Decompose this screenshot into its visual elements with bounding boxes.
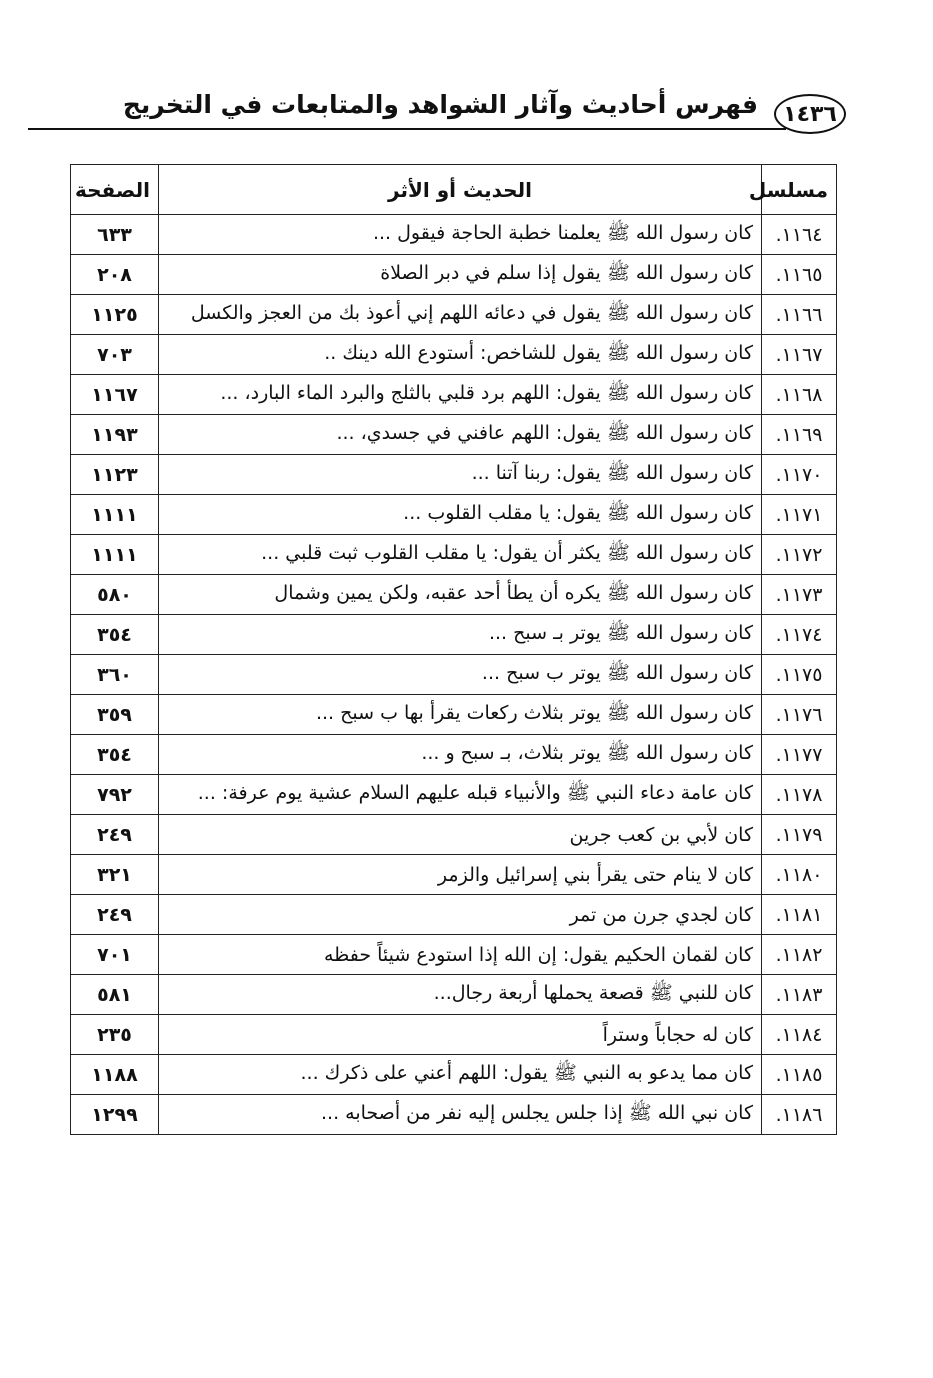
- page-title: فهرس أحاديث وآثار الشواهد والمتابعات في التخريج: [122, 90, 758, 119]
- table-row: [71, 455, 837, 495]
- page-cell: ٣٦٠: [71, 655, 159, 695]
- page-cell: ٥٨٠: [71, 575, 159, 615]
- table-row: [71, 535, 837, 575]
- page-cell: ١٢٩٩: [71, 1095, 159, 1135]
- text-cell: كان نبي الله ﷺ إذا جلس يجلس إليه نفر من أصحابه ...: [159, 1095, 762, 1135]
- text-cell: كان رسول الله ﷺ يقول: يا مقلب القلوب ...: [159, 495, 762, 535]
- table-row: [71, 575, 837, 615]
- page-cell: ١١١١: [71, 495, 159, 535]
- table-row: [71, 495, 837, 535]
- serial-cell: ١١٨٦.: [762, 1095, 837, 1135]
- serial-cell: ١١٨٥.: [762, 1055, 837, 1095]
- serial-cell: ١١٧٠.: [762, 455, 837, 495]
- serial-cell: ١١٦٨.: [762, 375, 837, 415]
- page-cell: ٧٠١: [71, 935, 159, 975]
- text-cell: كان رسول الله ﷺ يقول إذا سلم في دبر الصلاة: [159, 255, 762, 295]
- table-row: [71, 895, 837, 935]
- serial-cell: ١١٧٥.: [762, 655, 837, 695]
- table-header-row: [71, 165, 837, 215]
- serial-cell: ١١٦٦.: [762, 295, 837, 335]
- text-cell: كان لا ينام حتى يقرأ بني إسرائيل والزمر: [159, 855, 762, 895]
- text-cell: كان للنبي ﷺ قصعة يحملها أربعة رجال...: [159, 975, 762, 1015]
- page-cell: ٣٥٤: [71, 615, 159, 655]
- running-header: [28, 90, 846, 136]
- index-table: [70, 164, 837, 1135]
- text-cell: كان عامة دعاء النبي ﷺ والأنبياء قبله عليهم السلام عشية يوم عرفة: ...: [159, 775, 762, 815]
- serial-cell: ١١٨٣.: [762, 975, 837, 1015]
- text-cell: كان له حجاباً وستراً: [159, 1015, 762, 1055]
- text-cell: كان رسول الله ﷺ يوتر ب سبح ...: [159, 655, 762, 695]
- serial-cell: ١١٨١.: [762, 895, 837, 935]
- text-cell: كان رسول الله ﷺ يقول: اللهم عافني في جسدي، ...: [159, 415, 762, 455]
- page-cell: ١١٦٧: [71, 375, 159, 415]
- table-row: [71, 375, 837, 415]
- serial-cell: ١١٧٨.: [762, 775, 837, 815]
- page-cell: ١١٢٥: [71, 295, 159, 335]
- serial-cell: ١١٧٤.: [762, 615, 837, 655]
- table-row: [71, 775, 837, 815]
- text-cell: كان رسول الله ﷺ يقول: ربنا آتنا ...: [159, 455, 762, 495]
- table-row: [71, 855, 837, 895]
- page-cell: ٦٣٣: [71, 215, 159, 255]
- page-cell: ٣٥٤: [71, 735, 159, 775]
- page-cell: ٥٨١: [71, 975, 159, 1015]
- table-row: [71, 975, 837, 1015]
- page-cell: ٢٠٨: [71, 255, 159, 295]
- page-cell: ٣٢١: [71, 855, 159, 895]
- table-body: [71, 215, 837, 1135]
- serial-cell: ١١٧٩.: [762, 815, 837, 855]
- serial-cell: ١١٧٣.: [762, 575, 837, 615]
- page-cell: ١١٨٨: [71, 1055, 159, 1095]
- text-cell: كان رسول الله ﷺ يوتر بـ سبح ...: [159, 615, 762, 655]
- text-cell: كان رسول الله ﷺ يعلمنا خطبة الحاجة فيقول ...: [159, 215, 762, 255]
- serial-cell: ١١٧٦.: [762, 695, 837, 735]
- page-cell: ٢٣٥: [71, 1015, 159, 1055]
- serial-cell: ١١٦٩.: [762, 415, 837, 455]
- page-number: ١٤٣٦: [774, 94, 846, 134]
- column-header-serial: مسلسل: [762, 165, 837, 215]
- serial-cell: ١١٨٢.: [762, 935, 837, 975]
- serial-cell: ١١٧١.: [762, 495, 837, 535]
- table-row: [71, 1055, 837, 1095]
- text-cell: كان رسول الله ﷺ يوتر بثلاث، بـ سبح و ...: [159, 735, 762, 775]
- text-cell: كان رسول الله ﷺ يكره أن يطأ أحد عقبه، ولكن يمين وشمال: [159, 575, 762, 615]
- text-cell: كان رسول الله ﷺ يوتر بثلاث ركعات يقرأ بها ب سبح ...: [159, 695, 762, 735]
- page-cell: ٧٠٣: [71, 335, 159, 375]
- text-cell: كان رسول الله ﷺ يقول في دعائه اللهم إني أعوذ بك من العجز والكسل: [159, 295, 762, 335]
- table-row: [71, 655, 837, 695]
- column-header-page: الصفحة: [71, 165, 159, 215]
- table-row: [71, 415, 837, 455]
- table-row: [71, 695, 837, 735]
- text-cell: كان مما يدعو به النبي ﷺ يقول: اللهم أعني على ذكرك ...: [159, 1055, 762, 1095]
- page-cell: ٣٥٩: [71, 695, 159, 735]
- page-cell: ١١٢٣: [71, 455, 159, 495]
- column-header-text: الحديث أو الأثر: [159, 165, 762, 215]
- page-cell: ١١١١: [71, 535, 159, 575]
- table-row: [71, 735, 837, 775]
- serial-cell: ١١٨٠.: [762, 855, 837, 895]
- serial-cell: ١١٦٤.: [762, 215, 837, 255]
- serial-cell: ١١٦٥.: [762, 255, 837, 295]
- text-cell: كان رسول الله ﷺ يكثر أن يقول: يا مقلب القلوب ثبت قلبي ...: [159, 535, 762, 575]
- page-cell: ٧٩٢: [71, 775, 159, 815]
- serial-cell: ١١٦٧.: [762, 335, 837, 375]
- table-row: [71, 335, 837, 375]
- text-cell: كان لأبي بن كعب جرين: [159, 815, 762, 855]
- serial-cell: ١١٧٧.: [762, 735, 837, 775]
- table-row: [71, 255, 837, 295]
- header-rule: [28, 128, 786, 130]
- serial-cell: ١١٧٢.: [762, 535, 837, 575]
- table-row: [71, 615, 837, 655]
- table-row: [71, 935, 837, 975]
- table-row: [71, 295, 837, 335]
- table-row: [71, 1095, 837, 1135]
- table-row: [71, 815, 837, 855]
- page-cell: ٢٤٩: [71, 815, 159, 855]
- text-cell: كان لقمان الحكيم يقول: إن الله إذا استودع شيئاً حفظه: [159, 935, 762, 975]
- serial-cell: ١١٨٤.: [762, 1015, 837, 1055]
- table-row: [71, 1015, 837, 1055]
- text-cell: كان لجدي جرن من تمر: [159, 895, 762, 935]
- page-cell: ٢٤٩: [71, 895, 159, 935]
- page-cell: ١١٩٣: [71, 415, 159, 455]
- table-row: [71, 215, 837, 255]
- text-cell: كان رسول الله ﷺ يقول: اللهم برد قلبي بالثلج والبرد الماء البارد، ...: [159, 375, 762, 415]
- text-cell: كان رسول الله ﷺ يقول للشاخص: أستودع الله دينك ..: [159, 335, 762, 375]
